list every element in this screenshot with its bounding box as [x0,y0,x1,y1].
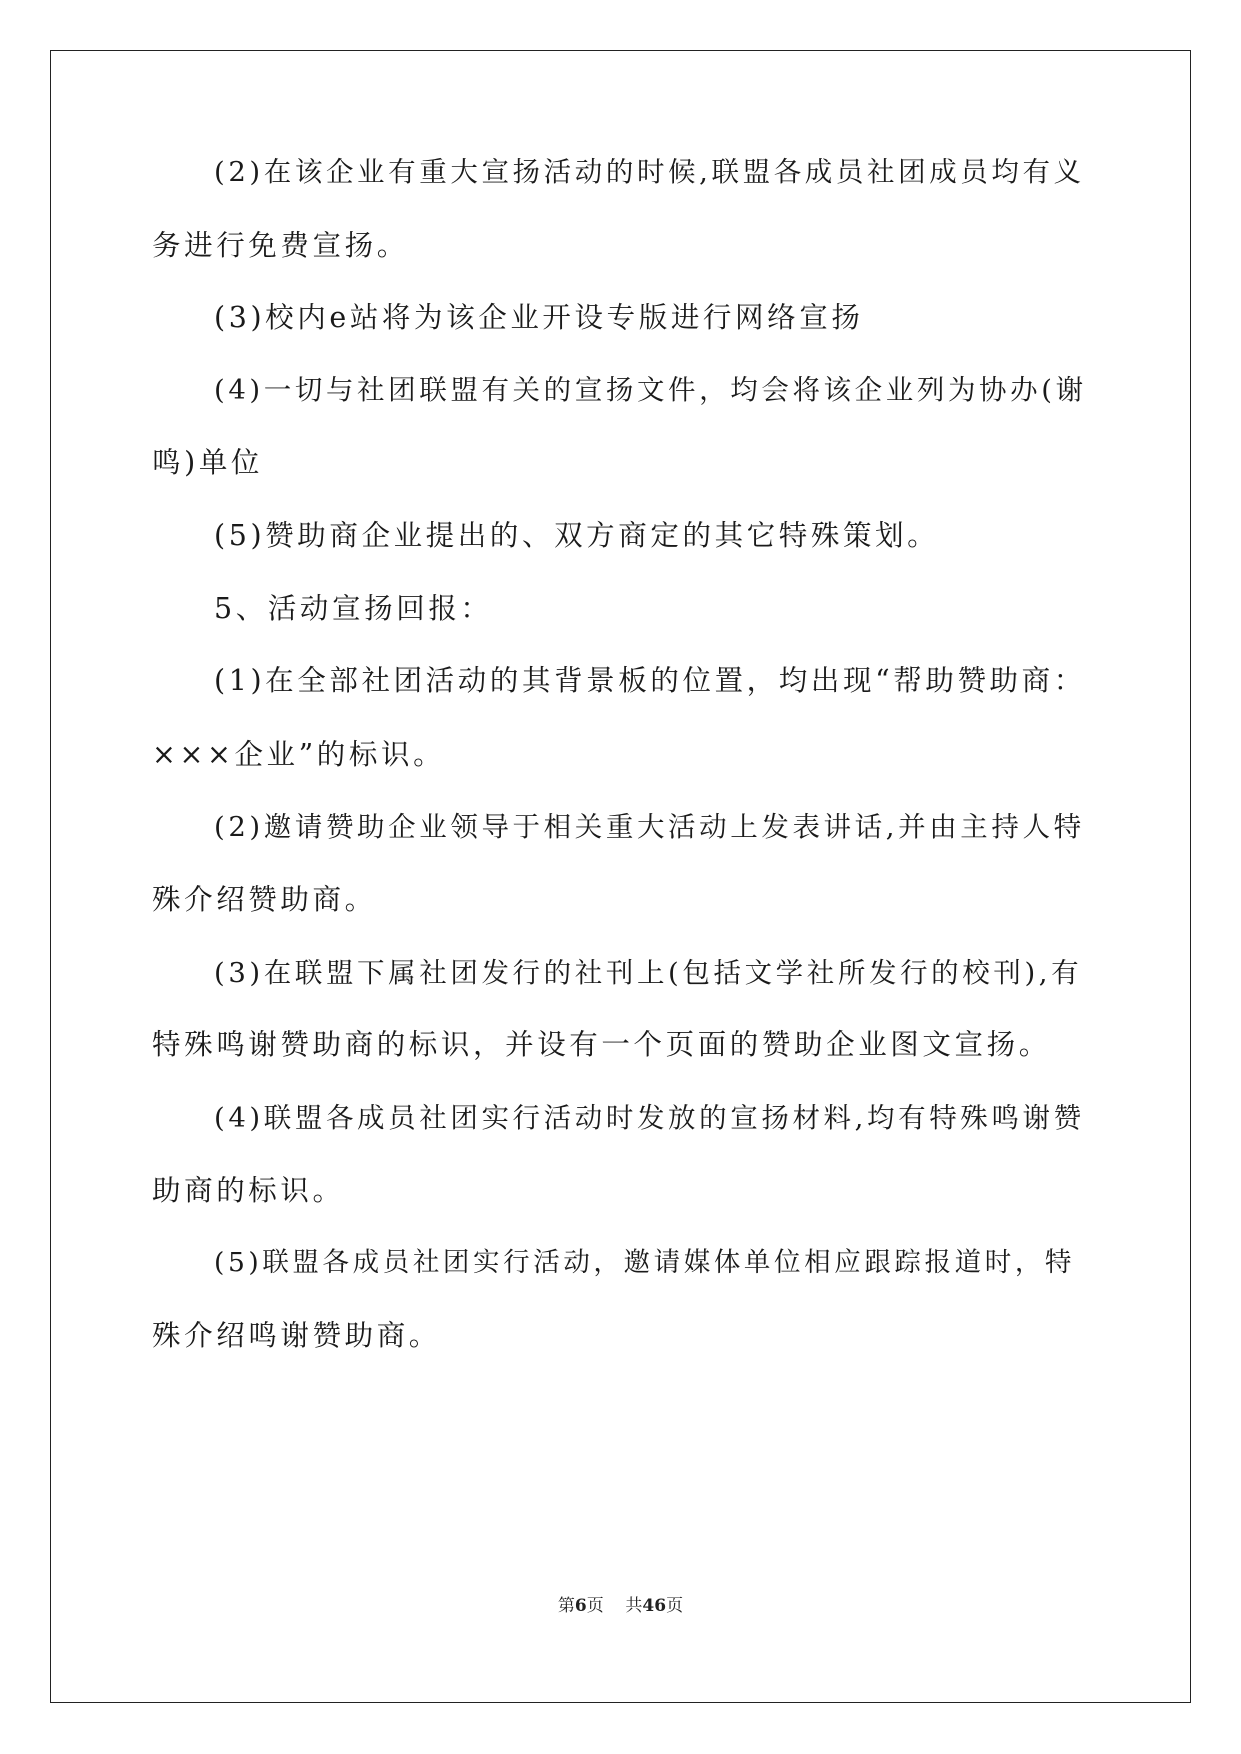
footer-page-suffix: 页 [586,1596,604,1616]
paragraph-8-line-2: 特殊鸣谢赞助商的标识，并设有一个页面的赞助企业图文宣扬。 [152,1028,1051,1061]
paragraph-9-line-1: (4)联盟各成员社团实行活动时发放的宣扬材料,均有特殊鸣谢赞 [214,1102,1085,1134]
section-heading: 5、活动宣扬回报： [214,592,493,625]
footer-total-pages: 46 [642,1596,667,1616]
paragraph-7-line-1: (2)邀请赞助企业领导于相关重大活动上发表讲话,并由主持人特 [214,811,1085,843]
paragraph-10-line-1: (5)联盟各成员社团实行活动，邀请媒体单位相应跟踪报道时，特 [214,1247,1076,1278]
page-footer [0,1594,1241,1618]
paragraph-3-line-2: 鸣)单位 [152,446,264,479]
footer-prefix: 第 [557,1596,575,1616]
paragraph-9-line-2: 助商的标识。 [152,1174,345,1207]
paragraph-10-line-2: 殊介绍鸣谢赞助商。 [152,1319,441,1352]
footer-page-number: 6 [574,1596,587,1616]
paragraph-8-line-1: (3)在联盟下属社团发行的社刊上(包括文学社所发行的校刊),有 [214,957,1083,989]
footer-total-prefix: 共 [625,1596,643,1616]
paragraph-1-line-2: 务进行免费宣扬。 [152,229,409,262]
paragraph-1-line-1: (2)在该企业有重大宣扬活动的时候,联盟各成员社团成员均有义 [214,156,1085,188]
paragraph-7-line-2: 殊介绍赞助商。 [152,883,377,916]
paragraph-6-line-2: ×××企业”的标识。 [152,738,446,771]
paragraph-4-line-1: (5)赞助商企业提出的、双方商定的其它特殊策划。 [214,519,940,552]
paragraph-3-line-1: (4)一切与社团联盟有关的宣扬文件，均会将该企业列为协办(谢 [214,374,1087,406]
paragraph-6-line-1: (1)在全部社团活动的其背景板的位置，均出现“帮助赞助商： [214,664,1086,697]
paragraph-2-line-1: (3)校内e站将为该企业开设专版进行网络宣扬 [214,301,864,334]
footer-total-suffix: 页 [666,1596,684,1616]
